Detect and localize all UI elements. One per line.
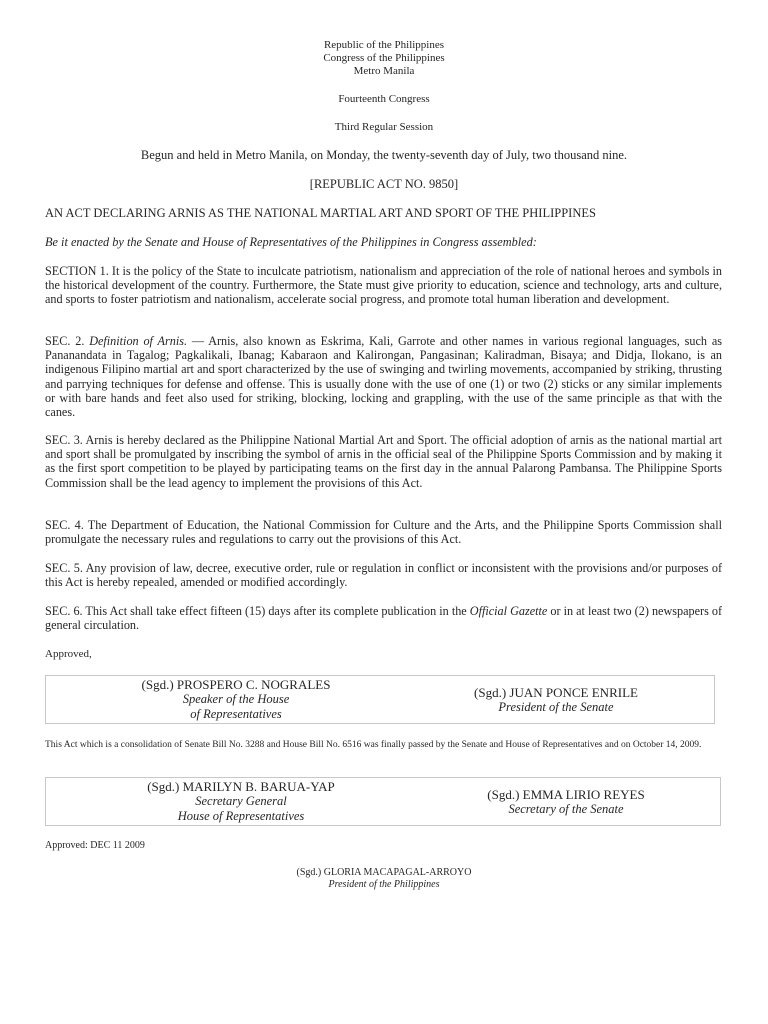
secretary-general-signature <box>91 779 391 824</box>
speaker-name: (Sgd.) PROSPERO C. NOGRALES <box>141 677 331 692</box>
header-congress: Congress of the Philippines <box>323 52 445 64</box>
enacting-clause: Be it enacted by the Senate and House of Representatives of the Philippines in Congress assembled: <box>45 235 537 249</box>
header-location: Metro Manila <box>353 65 415 77</box>
speaker-role-2: of Representatives <box>190 707 282 721</box>
approved-label: Approved, <box>45 648 92 660</box>
section-2-heading: Definition of Arnis. <box>89 334 188 348</box>
senate-president-name: (Sgd.) JUAN PONCE ENRILE <box>474 685 638 700</box>
senate-secretary-signature <box>431 787 701 817</box>
signature-box-2 <box>45 777 721 826</box>
section-1: SECTION 1. It is the policy of the State to inculcate patriotism, nationalism and appreciation of the role of national heroes and symbols in the historical development of the country. Furthermore, the State must give priority to education, science and technology, arts and culture, and sports to foster patriotism and nationalism, accelerate social progress, and promote total human liberation and development. <box>45 264 722 307</box>
act-title: AN ACT DECLARING ARNIS AS THE NATIONAL MARTIAL ART AND SPORT OF THE PHILIPPINES <box>45 206 596 220</box>
senate-president-signature <box>426 685 686 715</box>
section-6-before: SEC. 6. This Act shall take effect fifteen (15) days after its complete publication in the <box>45 604 470 618</box>
header-republic: Republic of the Philippines <box>323 39 445 51</box>
official-gazette: Official Gazette <box>469 604 548 618</box>
congress-number: Fourteenth Congress <box>338 93 430 105</box>
president-signature <box>0 867 768 891</box>
session-label: Third Regular Session <box>334 121 434 133</box>
secretary-general-name: (Sgd.) MARILYN B. BARUA-YAP <box>147 779 335 794</box>
senate-secretary-name: (Sgd.) EMMA LIRIO REYES <box>487 787 645 802</box>
approved-date: Approved: DEC 11 2009 <box>45 840 145 851</box>
senate-secretary-role: Secretary of the Senate <box>508 802 624 816</box>
section-6 <box>45 604 722 632</box>
section-2 <box>45 334 722 419</box>
senate-president-role: President of the Senate <box>498 700 614 714</box>
section-2-body: — Arnis, also known as Eskrima, Kali, Garrote and other names in various regional languages, such as Pananandata in Tagalog; Pagkalikali, Ibanag; Kabaraon and Kalirongan, Pangasinan; Kaliradman, Bisaya; and Didja, Ilokano, is an indigenous Filipino martial art and sport characterized by the use of swinging and twirling movements, accompanied by striking, thrusting and parrying techniques for defense and offense. This is usually done with the use of one (1) or two (2) sticks or any similar implements or with bare hands and feet also used for striking, blocking, locking and grappling, with the use of the same principle as that with the canes. <box>45 334 722 420</box>
section-4: SEC. 4. The Department of Education, the National Commission for Culture and the Arts, and the Philippine Sports Commission shall promulgate the necessary rules and regulations to carry out the provisions of this Act. <box>45 518 722 547</box>
section-3: SEC. 3. Arnis is hereby declared as the Philippine National Martial Art and Sport. The official adoption of arnis as the national martial art and sport shall be promulgated by inscribing the symbol of arnis in the official seal of the Philippine Sports Commission and by making it as the first sport competition to be played by participating teams on the first day in the annual Palarong Pambansa. The Philippine Sports Commission shall be the lead agency to implement the provisions of this Act. <box>45 433 722 490</box>
secretary-general-role-2: House of Representatives <box>177 809 305 823</box>
consolidation-note: This Act which is a consolidation of Senate Bill No. 3288 and House Bill No. 6516 was finally passed by the Senate and House of Representatives and on October 14, 2009. <box>45 740 702 750</box>
secretary-general-role-1: Secretary General <box>195 794 287 808</box>
speaker-role-1: Speaker of the House <box>182 692 290 706</box>
president-name: (Sgd.) GLORIA MACAPAGAL-ARROYO <box>296 867 472 878</box>
document-header <box>0 39 768 78</box>
section-6-after: or in at least two (2) newspapers of general circulation. <box>45 604 723 633</box>
section-5: SEC. 5. Any provision of law, decree, executive order, rule or regulation in conflict or inconsistent with the provisions and/or purposes of this Act is hereby repealed, amended or modified accordingly. <box>45 561 722 590</box>
president-role: President of the Philippines <box>328 879 440 890</box>
signature-box-1 <box>45 675 715 724</box>
act-number: [REPUBLIC ACT NO. 9850] <box>309 177 459 191</box>
section-2-prefix: SEC. 2. <box>45 334 90 348</box>
speaker-signature <box>86 677 386 722</box>
begun-line: Begun and held in Metro Manila, on Monday, the twenty-seventh day of July, two thousand nine. <box>140 148 628 162</box>
